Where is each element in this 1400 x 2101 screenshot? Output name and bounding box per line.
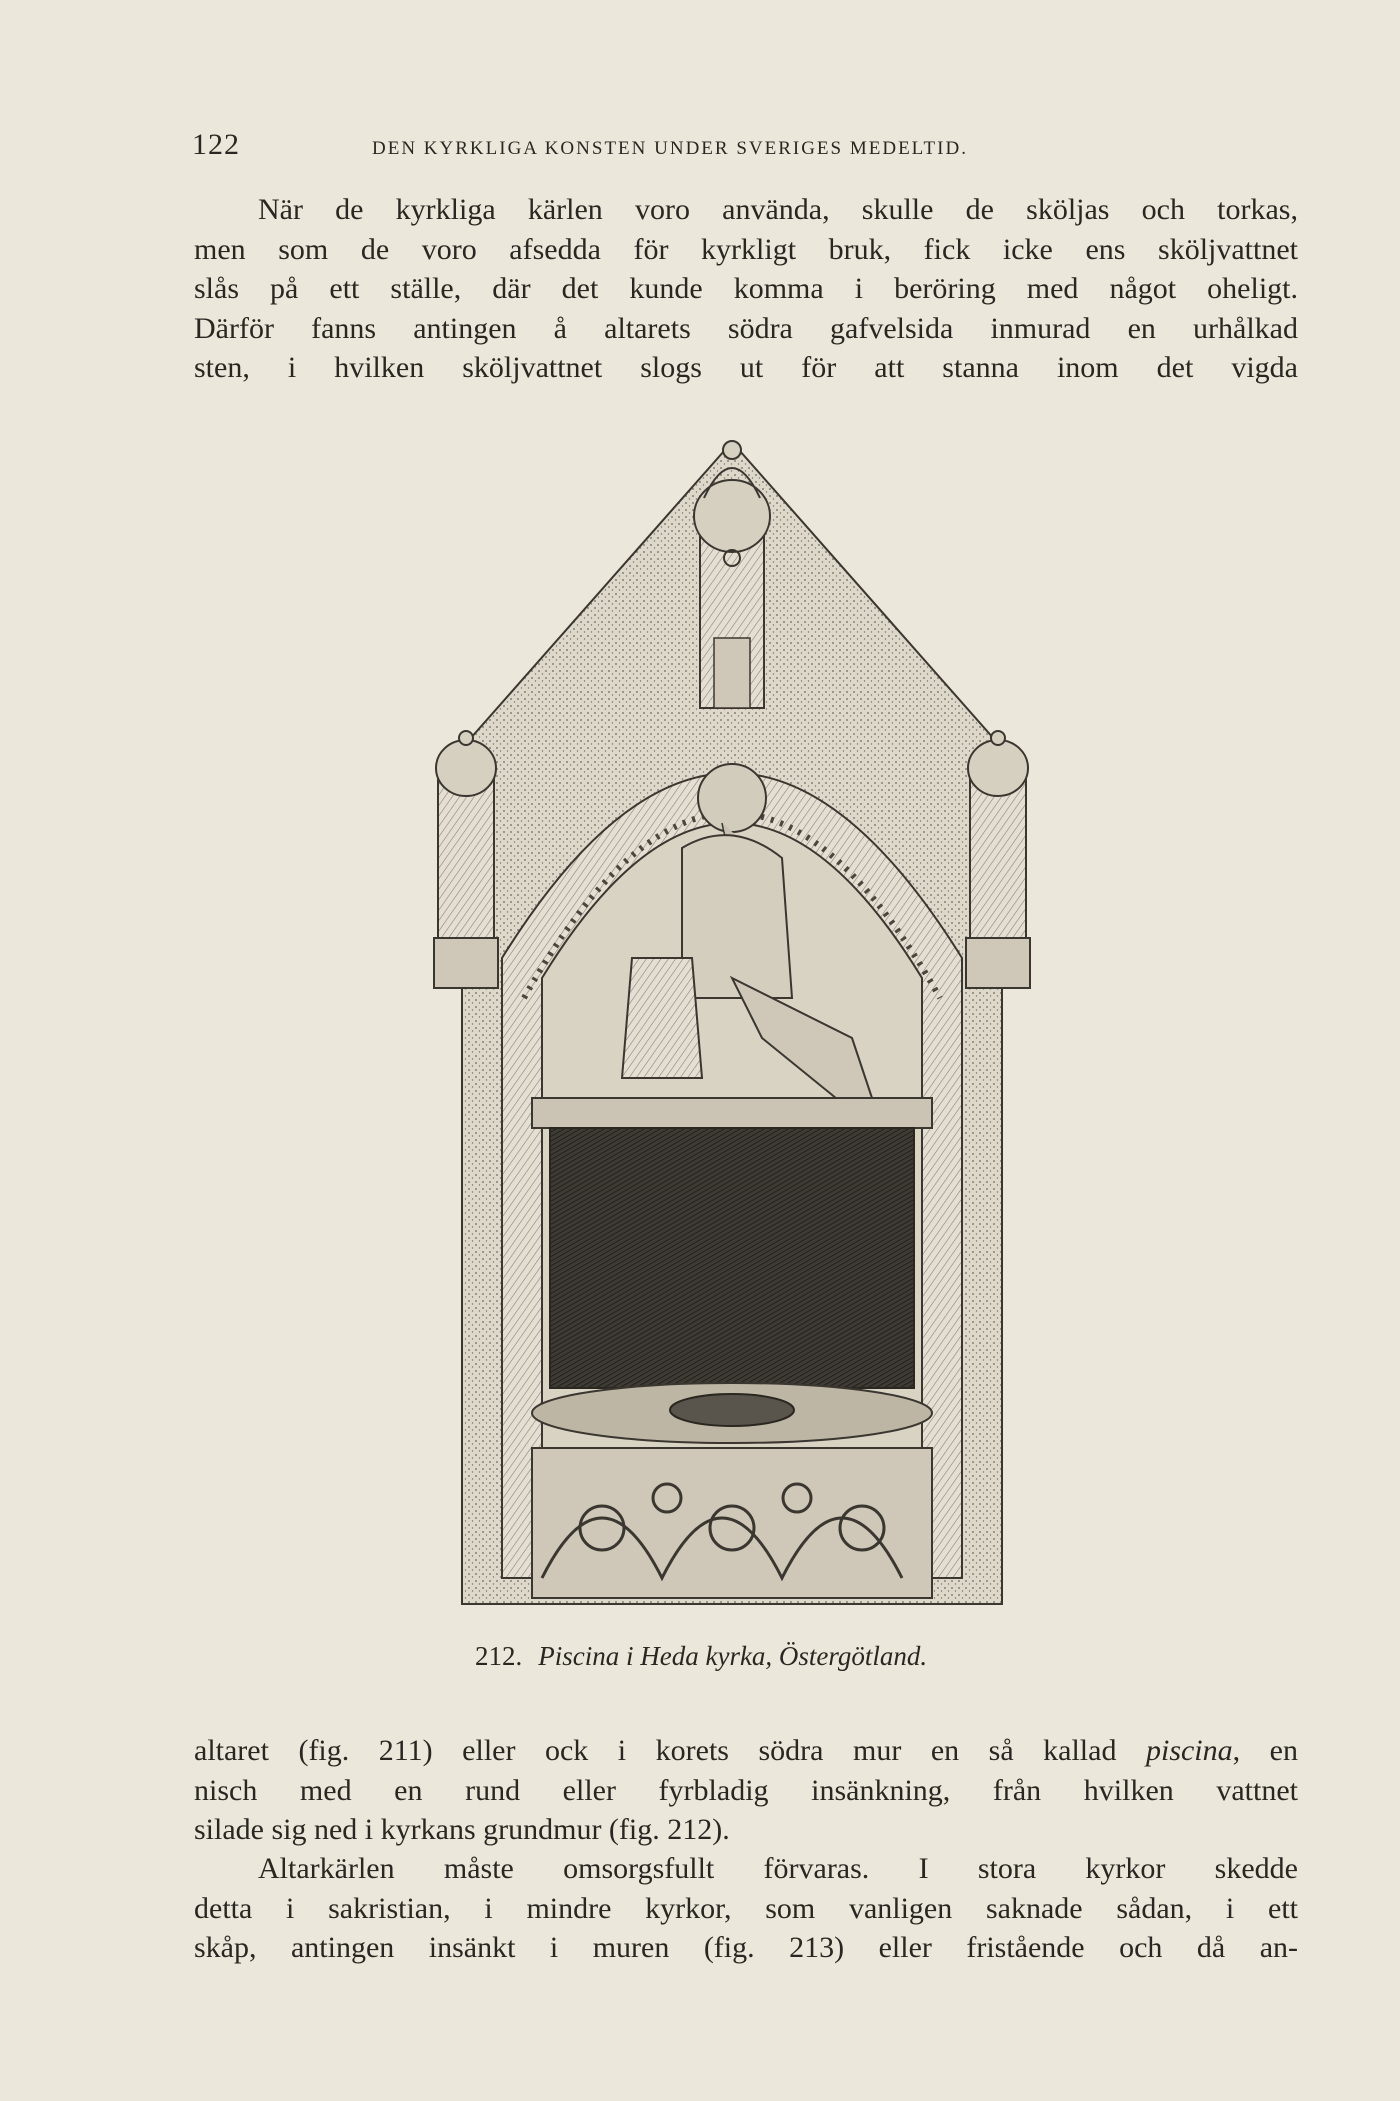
paragraph-1-line: slås på ett ställe, där det kunde komma i beröring med något oheligt.	[194, 272, 1298, 305]
paragraph-2-line	[194, 1731, 1298, 1771]
page-number: 122	[192, 128, 240, 161]
figure-number: 212.	[475, 1641, 523, 1671]
paragraph-1-line: När de kyrkliga kärlen voro använda, skulle de sköljas och torkas,	[258, 193, 1298, 226]
paragraph-2-line-1-pre: altaret (fig. 211) eller ock i korets södra mur en så kallad	[194, 1734, 1146, 1767]
paragraph-2	[194, 1731, 1298, 1850]
left-turret-icon	[434, 731, 498, 988]
paragraph-2-line-1-post: , en	[1232, 1734, 1298, 1767]
paragraph-3	[194, 1849, 1298, 1968]
running-head	[192, 128, 1302, 168]
right-turret-icon	[966, 731, 1030, 988]
running-head-title: DEN KYRKLIGA KONSTEN UNDER SVERIGES MEDELTID.	[372, 138, 968, 159]
figure-caption-text: Piscina i Heda kyrka, Östergötland.	[538, 1641, 928, 1671]
term-piscina: piscina	[1145, 1734, 1233, 1767]
paragraph-3-line: Altarkärlen måste omsorgsfullt förvaras. I stora kyrkor skedde	[258, 1852, 1298, 1885]
paragraph-1	[194, 190, 1298, 388]
paragraph-3-line: detta i sakristian, i mindre kyrkor, som vanligen saknade sådan, i ett	[194, 1891, 1298, 1925]
paragraph-1-line: sten, i hvilken sköljvattnet slogs ut för att stanna inom det vigda	[194, 351, 1298, 384]
paragraph-1-line: Därför fanns antingen å altarets södra gafvelsida inmurad en urhålkad	[194, 311, 1298, 345]
paragraph-2-line: silade sig ned i kyrkans grundmur (fig. 212).	[194, 1813, 730, 1846]
piscina-illustration	[432, 438, 1032, 1614]
paragraph-1-line: men som de voro afsedda för kyrkligt bruk, fick icke ens sköljvattnet	[194, 232, 1298, 266]
figure-caption	[475, 1641, 927, 1672]
paragraph-2-line: nisch med en rund eller fyrbladig insänkning, från hvilken vattnet	[194, 1773, 1298, 1807]
paragraph-3-line: skåp, antingen insänkt i muren (fig. 213) eller fristående och då an-	[194, 1931, 1298, 1964]
